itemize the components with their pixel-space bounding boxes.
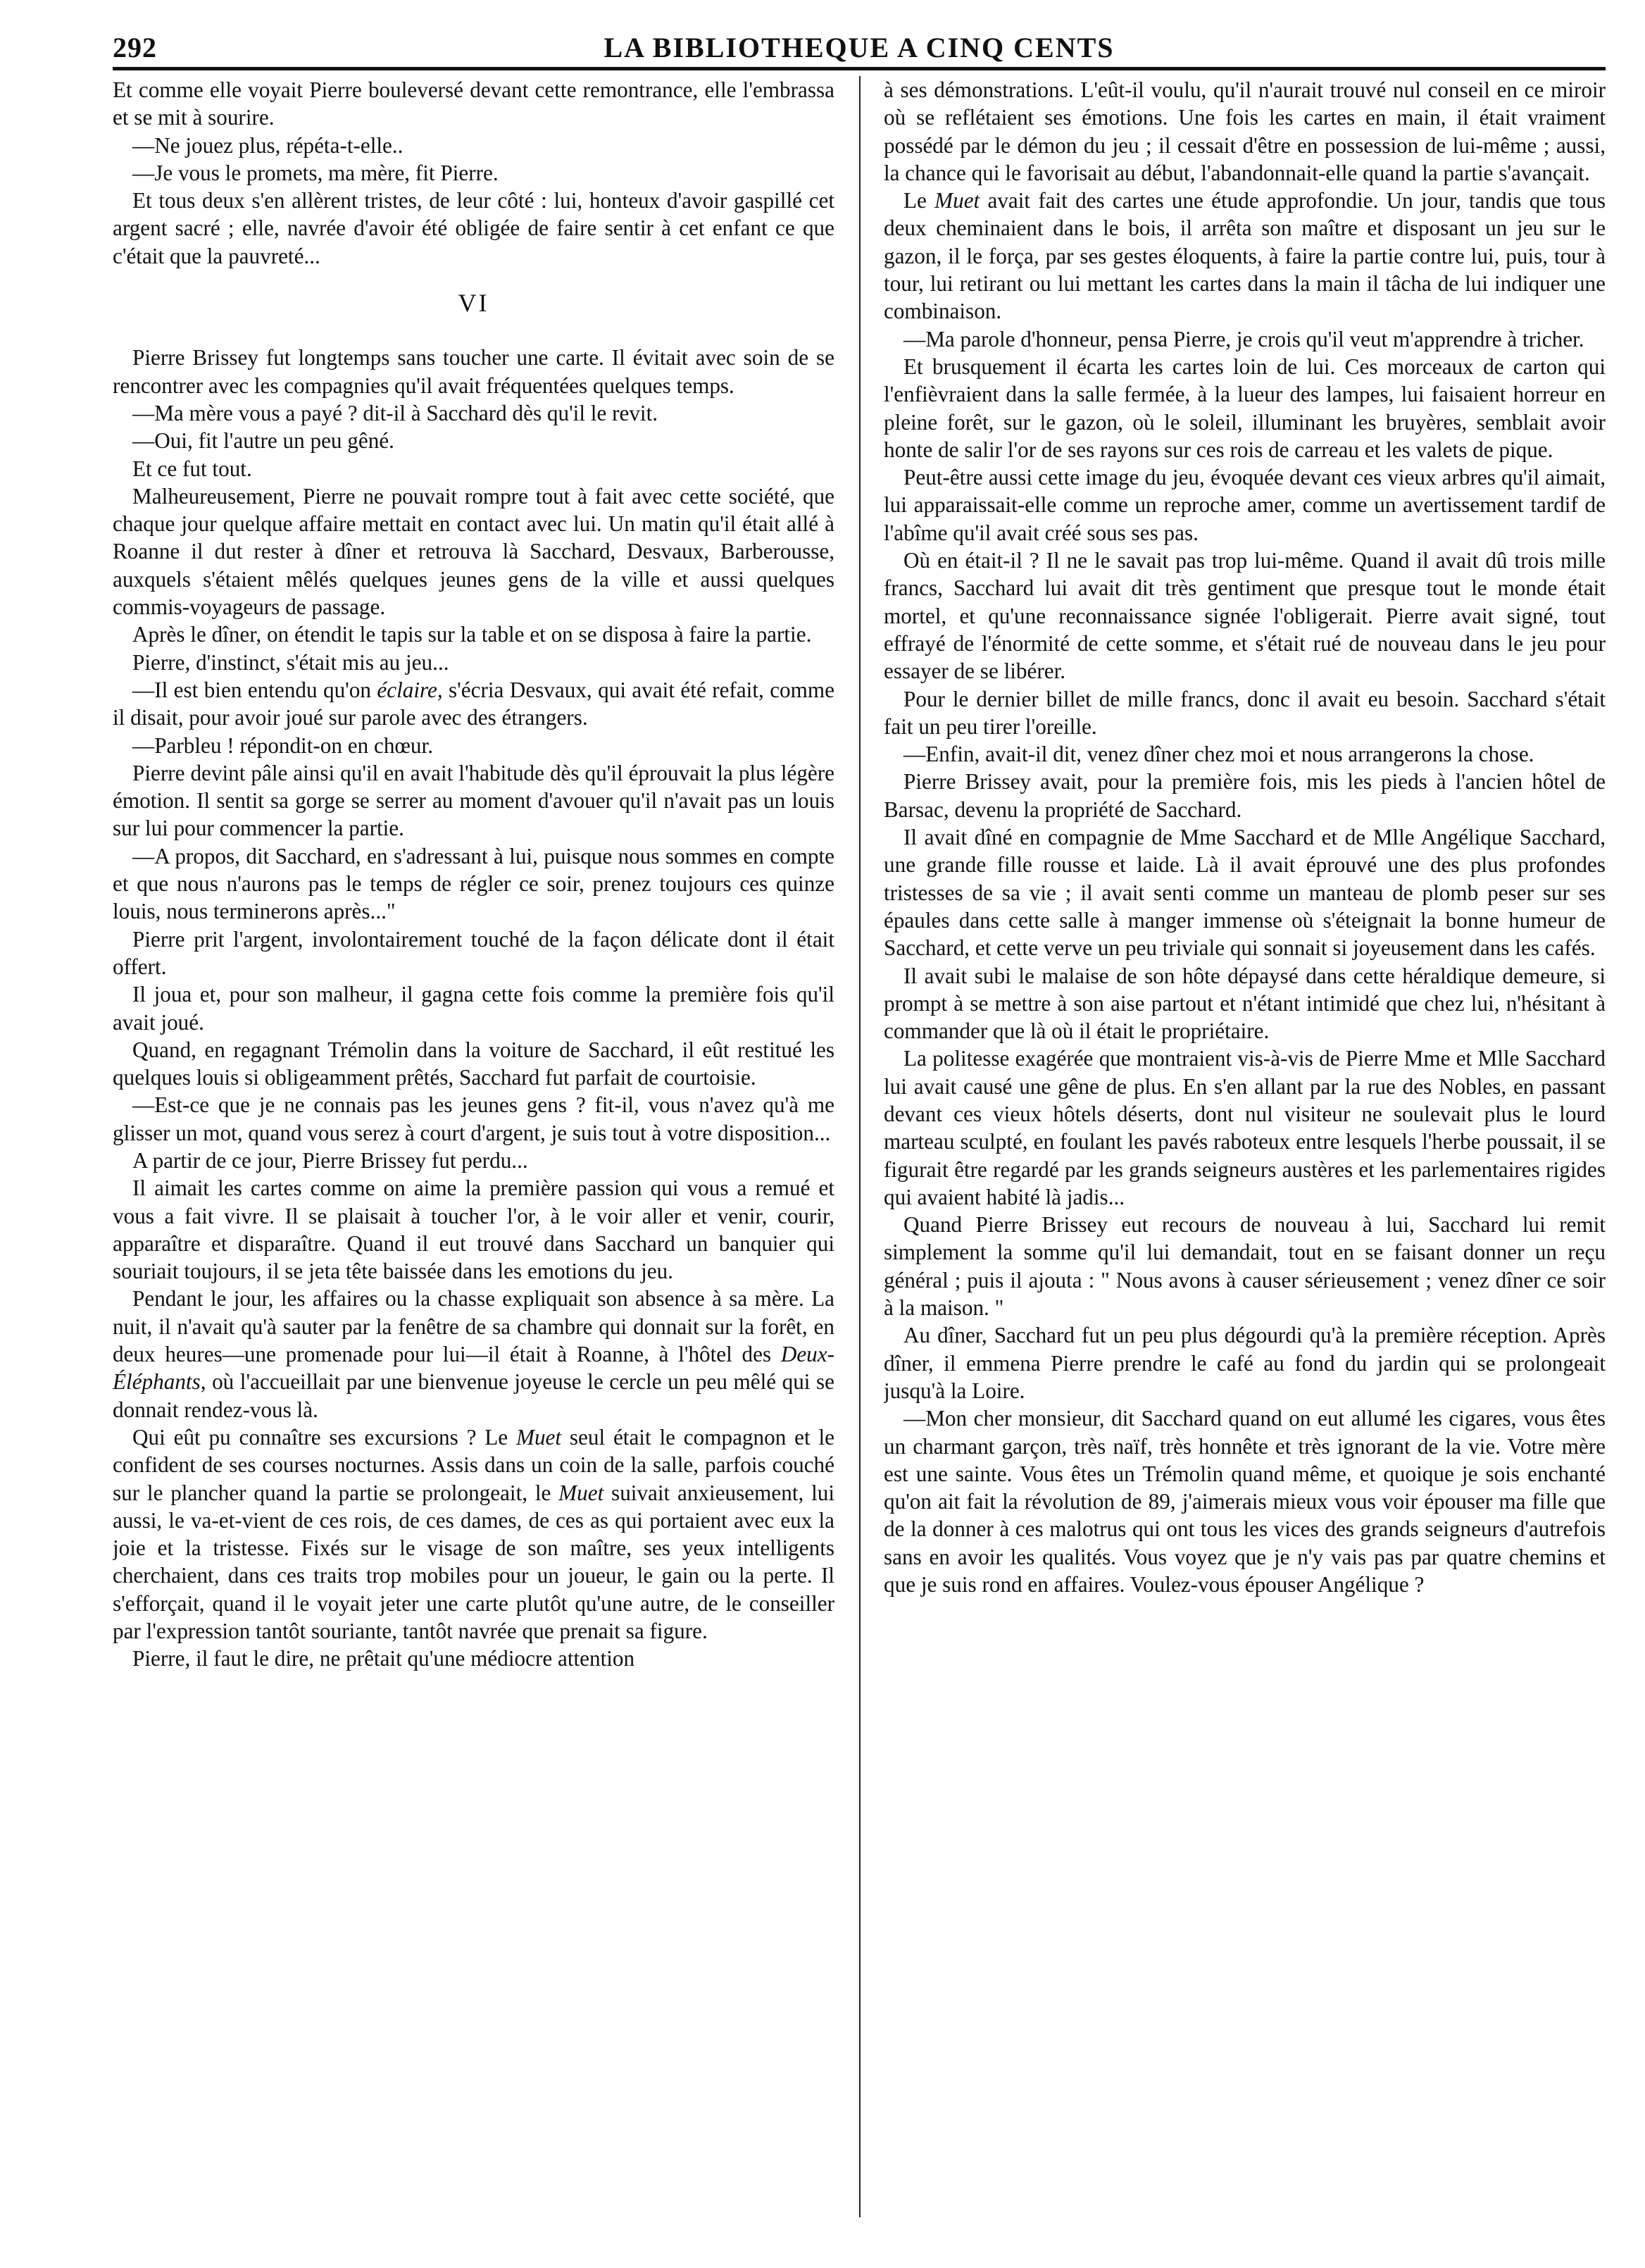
- paragraph: Pierre, il faut le dire, ne prêtait qu'une médiocre attention: [132, 1646, 635, 1671]
- paragraph: Pour le dernier billet de mille francs, donc il avait eu besoin. Sacchard s'était fait un peu tirer l'oreille.: [884, 686, 1606, 739]
- paragraph: Il avait subi le malaise de son hôte dépaysé dans cette héraldique demeure, si prompt à se mettre à son aise partout et n'étant intimidé que chez lui, n'hésitant à commander que là où il était le propriétaire.: [884, 963, 1606, 1044]
- text-run: Pendant le jour, les affaires ou la chasse expliquait son absence à sa mère. La nuit, il n'avait qu'à sauter par la fenêtre de sa chambre qui donnait sur la forêt, en deux heures—une promenade pour lui—il était à Roanne, à l'hôtel des: [113, 1286, 834, 1367]
- paragraph: —Enfin, avait-il dit, venez dîner chez moi et nous arrangerons la chose.: [903, 742, 1534, 767]
- book-page: [113, 28, 1606, 2247]
- paragraph: [113, 1423, 834, 1645]
- paragraph: Après le dîner, on étendit le tapis sur la table et on se disposa à faire la partie.: [132, 622, 812, 647]
- paragraph: Peut-être aussi cette image du jeu, évoquée devant ces vieux arbres qu'il aimait, lui apparaissait-elle comme un reproche amer, comme un avertissement tardif de l'abîme qu'il avait créé sous ses pas.: [884, 465, 1606, 545]
- running-title: LA BIBLIOTHEQUE A CINQ CENTS: [603, 32, 1115, 63]
- paragraph: Pierre, d'instinct, s'était mis au jeu...: [132, 649, 449, 675]
- emphasis: Deux-Éléphants,: [113, 1342, 834, 1395]
- emphasis: Muet: [934, 188, 980, 213]
- paragraph: —Je vous le promets, ma mère, fit Pierre.: [132, 160, 499, 185]
- chapter-heading: VI: [458, 289, 489, 318]
- text-run: Qui eût pu connaître ses excursions ? Le: [132, 1424, 516, 1450]
- text-run: suivait anxieusement, lui aussi, le va-et-vient de ces rois, de ces dames, de ces as qui portaient avec eux la joie et la tristesse. Fixés sur le visage de son maître, ses yeux intelligents cherchaient, dans ces traits trop mobiles pour un joueur, le gain ou la perte. Il s'efforçait, quand il le voyait jeter une carte plutôt qu'une autre, de le conseiller par l'expression tantôt souriante, tantôt navrée que prenait sa figure.: [113, 1480, 834, 1644]
- text-run: seul était le compagnon et le confident de ses courses nocturnes. Assis dans un coin de la salle, parfois couché sur le plancher quand la partie se prolongeait, le: [113, 1424, 834, 1505]
- paragraph: Pierre Brissey avait, pour la première fois, mis les pieds à l'ancien hôtel de Barsac, devenu la propriété de Sacchard.: [884, 769, 1606, 822]
- paragraph: A partir de ce jour, Pierre Brissey fut perdu...: [132, 1147, 528, 1173]
- page-header: [113, 28, 1606, 70]
- paragraph: Pierre devint pâle ainsi qu'il en avait l'habitude dès qu'il éprouvait la plus légère émotion. Il sentit sa gorge se serrer au moment d'avouer qu'il n'avait pas un louis sur lui pour commencer la partie.: [113, 760, 834, 841]
- paragraph: Il joua et, pour son malheur, il gagna cette fois comme la première fois qu'il avait joué.: [113, 982, 834, 1035]
- paragraph: Et brusquement il écarta les cartes loin de lui. Ces morceaux de carton qui l'enfièvraient dans la salle fermée, à la lueur des lampes, lui faisaient horreur en pleine forêt, sur le gazon, où le soleil, illuminant les bruyères, semblait avoir honte de salir l'or de ses rayons sur ces rois de carreau et les valets de pique.: [884, 354, 1606, 462]
- emphasis: éclaire,: [377, 677, 443, 702]
- paragraph: Il aimait les cartes comme on aime la première passion qui vous a remué et vous a fait vivre. Il se plaisait à toucher l'or, à le voir aller et venir, courir, apparaître et disparaître. Quand il eut trouvé dans Sacchard un banquier qui souriait toujours, il se jeta tête baissée dans les emotions du jeu.: [113, 1176, 834, 1284]
- paragraph: Pierre Brissey fut longtemps sans toucher une carte. Il évitait avec soin de se rencontrer avec les compagnies qu'il avait fréquentées quelques temps.: [113, 345, 834, 398]
- paragraph: Malheureusement, Pierre ne pouvait rompre tout à fait avec cette société, que chaque jour quelque affaire mettait en contact avec lui. Un matin qu'il était allé à Roanne il dut rester à dîner et retrouva là Sacchard, Desvaux, Barberousse, auxquels s'étaient mêlés quelques jeunes gens de la ville et aussi quelques commis-voyageurs de passage.: [113, 483, 834, 620]
- text-run: —Il est bien entendu qu'on: [132, 677, 377, 702]
- paragraph: Quand Pierre Brissey eut recours de nouveau à lui, Sacchard lui remit simplement la somme qu'il lui demandait, tout en se faisant donner un reçu général ; puis il ajouta : " Nous avons à causer sérieusement ; venez dîner ce soir à la maison. ": [884, 1212, 1606, 1321]
- text-columns: [113, 76, 1606, 2245]
- paragraph: —Parbleu ! répondit-on en chœur.: [132, 733, 433, 758]
- column-divider: [859, 76, 861, 2217]
- paragraph: Et ce fut tout.: [132, 456, 252, 481]
- emphasis: Muet: [515, 1424, 562, 1450]
- paragraph: [884, 187, 1606, 325]
- paragraph: Pierre prit l'argent, involontairement touché de la façon délicate dont il était offert.: [113, 926, 834, 979]
- paragraph: Et comme elle voyait Pierre bouleversé devant cette remontrance, elle l'embrassa et se mit à sourire.: [113, 77, 834, 130]
- paragraph: [113, 1285, 834, 1423]
- paragraph: —Ma parole d'honneur, pensa Pierre, je crois qu'il veut m'apprendre à tricher.: [903, 326, 1584, 351]
- paragraph: Au dîner, Sacchard fut un peu plus dégourdi qu'à la première réception. Après dîner, il emmena Pierre prendre le café au fond du jardin qui se prolongeait jusqu'à la Loire.: [884, 1323, 1606, 1403]
- paragraph: —Est-ce que je ne connais pas les jeunes gens ? fit-il, vous n'avez qu'à me glisser un mot, quand vous serez à court d'argent, je suis tout à votre disposition...: [113, 1092, 834, 1145]
- paragraph: Où en était-il ? Il ne le savait pas trop lui-même. Quand il avait dû trois mille francs, Sacchard lui avait dit très gentiment que presque tout le monde était mortel, et qu'une reconnaissance signée l'obligerait. Pierre avait signé, tout effrayé de l'énormité de cette somme, et s'était rué de nouveau dans le jeu pour essayer de se libérer.: [884, 548, 1606, 684]
- paragraph: [113, 676, 834, 732]
- text-run: où l'accueillait par une bienvenue joyeuse le cercle un peu mêlé qui se donnait rendez-vous là.: [113, 1369, 834, 1422]
- text-run: s'écria Desvaux, qui avait été refait, comme il disait, pour avoir joué sur parole avec des étrangers.: [113, 677, 834, 730]
- paragraph: Quand, en regagnant Trémolin dans la voiture de Sacchard, il eût restitué les quelques louis si obligeamment prêtés, Sacchard fut parfait de courtoisie.: [113, 1037, 834, 1090]
- paragraph: —Ma mère vous a payé ? dit-il à Sacchard dès qu'il le revit.: [132, 400, 658, 425]
- text-run: avait fait des cartes une étude approfondie. Un jour, tandis que tous deux cheminaient dans le bois, il arrêta son maître et disposant un jeu sur le gazon, il le força, par ses gestes éloquents, à faire la partie contre lui, puis, tour à tour, lui retirant ou lui mettant les cartes dans la main il tâcha de lui indiquer une combinaison.: [884, 188, 1606, 324]
- text-run: Le: [903, 188, 935, 213]
- paragraph: —Ne jouez plus, répéta-t-elle..: [132, 132, 404, 158]
- paragraph: —A propos, dit Sacchard, en s'adressant à lui, puisque nous sommes en compte et que nous n'aurons pas le temps de régler ce soir, prenez toujours ces quinze louis, nous terminerons après...": [113, 843, 834, 924]
- paragraph: Et tous deux s'en allèrent tristes, de leur côté : lui, honteux d'avoir gaspillé cet argent sacré ; elle, navrée d'avoir été obligée de faire sentir à cet enfant ce que c'était que la pauvreté...: [113, 188, 834, 268]
- paragraph: —Mon cher monsieur, dit Sacchard quand on eut allumé les cigares, vous êtes un charmant garçon, très naïf, très honnête et très ignorant de la vie. Votre mère est une sainte. Vous êtes un Trémolin quand même, et quoique je sois enchanté qu'on ait fait la révolution de 89, j'aimerais mieux vous voir épouser ma fille que de la donner à ces malotrus qui ont tous les vices des grands seigneurs d'autrefois sans en avoir les qualités. Vous voyez que je n'y vais pas par quatre chemins et que je suis rond en affaires. Voulez-vous épouser Angélique ?: [884, 1406, 1606, 1597]
- left-column: [113, 76, 834, 2245]
- page-number: 292: [113, 32, 157, 63]
- right-column: [884, 76, 1606, 2245]
- emphasis: Muet: [558, 1480, 604, 1505]
- paragraph: La politesse exagérée que montraient vis-à-vis de Pierre Mme et Mlle Sacchard lui avait causé une gêne de plus. En s'en allant par la rue des Nobles, en passant devant ces vieux hôtels déserts, dont nul visiteur ne soulevait plus le lourd marteau sculpté, en foulant les pavés raboteux entre lesquels l'herbe poussait, il se figurait être regardé par les grands seigneurs austères et les parlementaires rigides qui avaient habité là jadis...: [884, 1046, 1606, 1209]
- paragraph: à ses démonstrations. L'eût-il voulu, qu'il n'aurait trouvé nul conseil en ce miroir où se reflétaient ses émotions. Une fois les cartes en main, il était vraiment possédé par le démon du jeu ; il cessait d'être en possession de lui-même ; aussi, la chance qui le favorisait au début, l'abandonnait-elle quand la partie s'avançait.: [884, 77, 1606, 185]
- paragraph: —Oui, fit l'autre un peu gêné.: [132, 428, 394, 454]
- paragraph: Il avait dîné en compagnie de Mme Sacchard et de Mlle Angélique Sacchard, une grande fille rousse et laide. Là il avait éprouvé une des plus profondes tristesses de sa vie ; il avait senti comme un manteau de plomb peser sur ses épaules dans cette salle à manger immense où s'éteignait la bonne humeur de Sacchard, et cette verve un peu triviale qui sonnait si joyeusement dans les cafés.: [884, 825, 1606, 961]
